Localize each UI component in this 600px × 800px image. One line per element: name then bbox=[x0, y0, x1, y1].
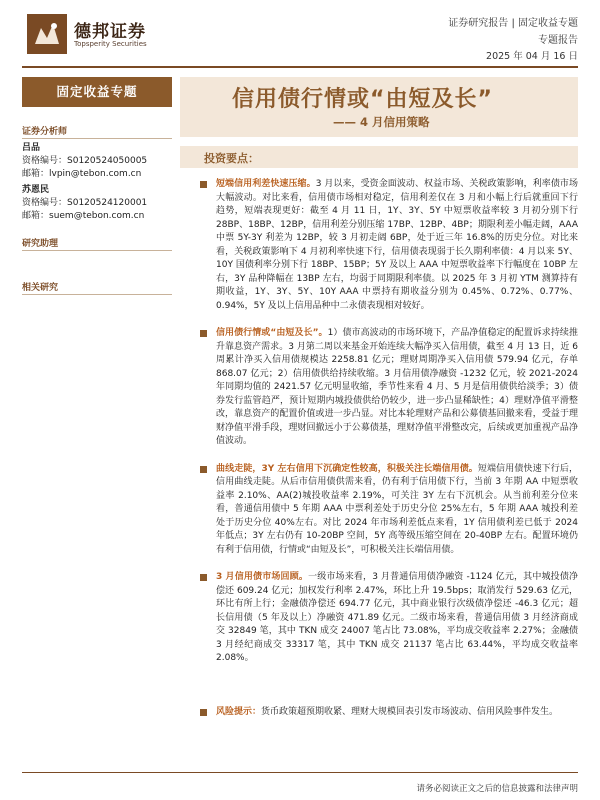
list-item bbox=[200, 178, 578, 313]
footer-disclaimer: 请务必阅读正文之后的信息披露和法律声明 bbox=[416, 784, 578, 794]
related-heading: 相关研究 bbox=[22, 283, 59, 293]
company-logo bbox=[27, 14, 67, 54]
analyst-cert: 资格编号：S0120524050005 bbox=[22, 156, 148, 166]
report-subtype: 专题报告 bbox=[538, 35, 578, 46]
bullet-lead: 信用债行情或“由短及长”。 bbox=[216, 328, 328, 338]
assistant-heading: 研究助理 bbox=[22, 239, 59, 249]
header-divider bbox=[22, 66, 578, 68]
assistant-rule bbox=[22, 250, 172, 251]
logo-text-cn: 德邦证券 bbox=[74, 22, 146, 42]
bullet-icon bbox=[200, 709, 207, 716]
report-subtitle: —— 4 月信用策略 bbox=[333, 115, 430, 129]
analyst-rule bbox=[22, 138, 172, 139]
list-item bbox=[200, 463, 578, 558]
report-date: 2025 年 04 月 16 日 bbox=[486, 51, 578, 62]
bullet-lead: 短端信用利差快速压缩。 bbox=[216, 179, 316, 189]
report-type: 证券研究报告 | 固定收益专题 bbox=[448, 18, 578, 29]
logo-text-en: Topsperity Securities bbox=[74, 40, 147, 48]
bullet-text: 1）债市高波动的市场环境下，产品净值稳定的配置诉求持续推升靠息资产需求。3 月第二周以来基金开始连续大幅净买入信用债，截至 4 月 13 日，近 6 周累计净买入信用债规模达 2258.81 亿元；理财周期净买入信用债 579.94 亿元，存单 868.07 亿元；2）信用债供给持续收缩。3 月信用债净融资 -1232 亿元，较 2021-2024 年同期均值的 2421.57 亿元明显收缩，季节性来看 4 月、5 月是信用债供给淡季；3）债券发行监管趋严，预计短期内城投债供给仍较少，进一步凸显稀缺性；4）理财净值平滑整改，靠息资产的配置价值或进一步凸显。对比本轮理财产品和公募债基回撤来看，受益于理财净值平滑手段，理财回撤远小于公募债基，理财净值平滑整改完，后续或更加重视产品净值波动。 bbox=[216, 328, 578, 446]
risk-note bbox=[200, 706, 594, 720]
analyst-heading: 证券分析师 bbox=[22, 127, 68, 137]
analyst-name: 苏恩民 bbox=[22, 185, 50, 195]
footer-divider bbox=[22, 772, 578, 773]
related-rule bbox=[22, 294, 172, 295]
analyst-email-link[interactable]: 邮箱：lvpin@tebon.com.cn bbox=[22, 169, 142, 179]
analyst-cert: 资格编号：S0120524120001 bbox=[22, 198, 148, 208]
bullet-lead: 曲线走陡，3Y 左右信用下沉确定性较高，积极关注长端信用债。 bbox=[216, 463, 478, 474]
bullet-text: 3 月以来，受资金面波动、权益市场、关税政策影响，利率债市场大幅波动。对比来看，信用债市场相对稳定，信用利差仅在 3 月和小幅上行后就重回下行趋势，短端表现更好：截至 4 月 11 日，1Y、3Y、5Y 中短票收益率较 3 月初分别下行 28BP、18BP、12BP，信用利差分别压缩 17BP、12BP、4BP；期限利差小幅走阔，AAA 中票 5Y-3Y 利差为 12BP，较 3 月初走阔 6BP，处于近三年 16.8%的历史分位。对比来看，关税政策影响下 4 月初利率快速下行，信用债表现弱于长久期利率债：4 月以来 5Y、10Y 国债利率分别下行 18BP、15BP；5Y 及以上 AAA 中短票收益率下行幅度在 10BP 左右，3Y 品种降幅在 13BP 左右，均弱于同期限利率债。以 2025 年 3 月初 YTM 测算持有期收益，1Y、3Y、5Y、10Y AAA 中票持有期收益分别为 0.45%、0.72%、0.77%、0.94%，5Y 及以上信用品种中二永债表现相对较好。 bbox=[216, 179, 578, 311]
list-item bbox=[200, 327, 578, 449]
risk-text: 货币政策超预期收紧、理财大规模回表引发市场波动、信用风险事件发生。 bbox=[261, 707, 559, 717]
summary-list bbox=[200, 178, 578, 680]
bullet-icon bbox=[200, 181, 207, 188]
summary-label: 投资要点： bbox=[204, 152, 259, 165]
bullet-icon bbox=[200, 330, 207, 337]
bullet-text: 短端信用债快速下行后，信用曲线走陡。从后市信用债供需来看，仍有利于信用债下行，当前 3 年期 AA 中短票收益率 2.10%、AA(2)城投收益率 2.19%，可关注 3Y 左右下沉机会。从当前利差分位来看，普通信用债中 5 年期 AAA 中票利差处于历史分位 25%左右，5 年期 AAA 城投利差处于历史分位 40%左右。对比 2024 年市场利差低点来看，1Y 信用债利差已低于 2024 年低点；3Y 左右仍有 10-20BP 空间，5Y 高等级压缩空间在 20-40BP 左右。配置环境仍有利于信用债，行情或“由短及长”，可积极关注长端信用债。 bbox=[216, 463, 578, 555]
bullet-icon bbox=[200, 466, 207, 473]
risk-lead: 风险提示： bbox=[216, 707, 262, 717]
bullet-icon bbox=[200, 574, 207, 581]
left-banner: 固定收益专题 bbox=[22, 77, 172, 107]
list-item bbox=[200, 571, 578, 666]
analyst-name: 吕品 bbox=[22, 143, 41, 153]
bullet-lead: 3 月信用债市场回顾。 bbox=[216, 572, 309, 582]
analyst-email-link[interactable]: 邮箱：suem@tebon.com.cn bbox=[22, 211, 145, 221]
bullet-text: 一级市场来看，3 月普通信用债净融资 -1124 亿元，其中城投债净偿还 609.24 亿元；加权发行利率 2.47%，环比上升 19.5bps；取消发行 529.63 亿元，环比有所上行；金融债净偿还 694.77 亿元，其中商业银行次级债净偿还 -46.3 亿元；超长信用债（5 年及以上）净融资 471.89 亿元。二级市场来看，普通信用债 3 月经济商成交 32849 笔，其中 TKN 成交 24007 笔占比 73.08%，平均成交收益率 2.27%；金融债 3 月经纪商成交 33317 笔，其中 TKN 成交 21137 笔占比 63.44%，平均成交收益率 2.08%。 bbox=[216, 572, 578, 663]
report-title: 信用债行情或“由短及长” bbox=[232, 87, 493, 112]
